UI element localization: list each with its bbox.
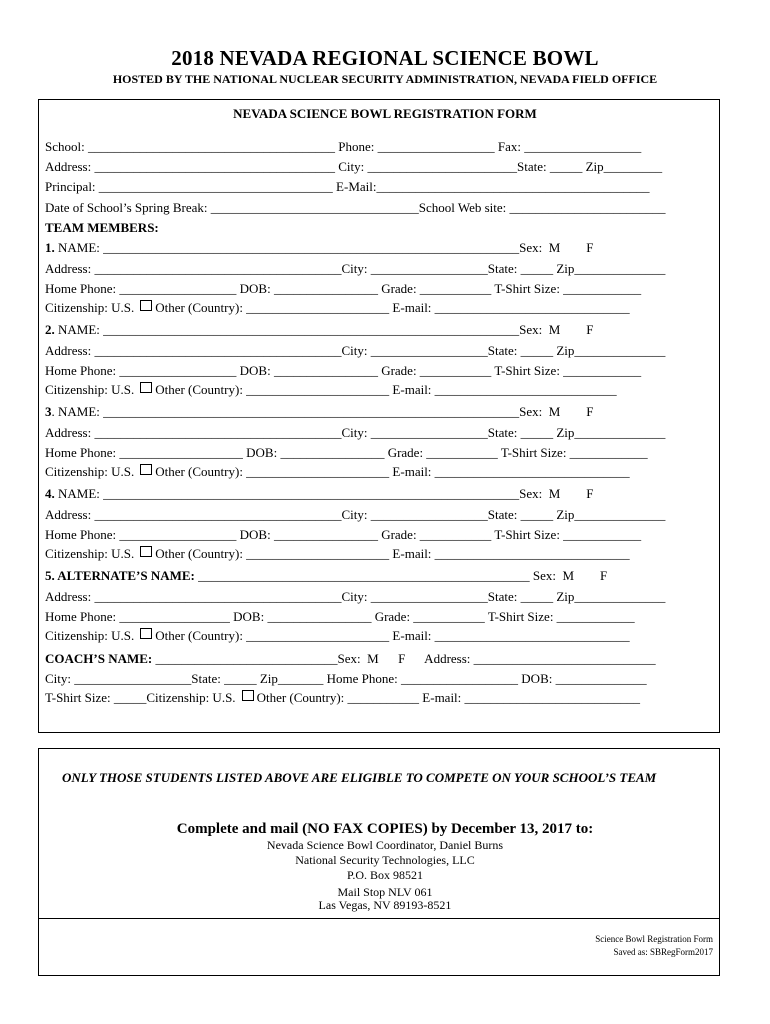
form-heading: NEVADA SCIENCE BOWL REGISTRATION FORM [233, 106, 537, 121]
footer-saved-as: Saved as: SBRegForm2017 [613, 947, 713, 957]
member-3-citizenship-line [45, 464, 630, 480]
member-number: 3 [45, 404, 52, 419]
us-citizen-checkbox[interactable] [140, 628, 152, 639]
member-3-address-line[interactable]: Address: ______________________________________City: __________________State: _____ Zip______________ [45, 425, 666, 440]
member-1-name-line[interactable] [45, 240, 594, 256]
divider [38, 918, 720, 919]
member-number: 4. [45, 486, 55, 501]
member-2-phone-line[interactable]: Home Phone: __________________ DOB: ________________ Grade: ___________ T-Shirt Size: ____________ [45, 363, 642, 378]
other-country-field[interactable]: Other (Country): ___________ E-mail: ___________________________ [256, 690, 641, 705]
coach-name-line[interactable] [45, 651, 656, 667]
alternate-name-line[interactable] [45, 568, 607, 584]
address-line-4: Mail Stop NLV 061 [337, 885, 433, 899]
coach-citizenship-line [45, 690, 640, 706]
alternate-name-field[interactable]: ___________________________________________________ Sex: M F [194, 568, 608, 583]
other-country-field[interactable]: Other (Country): ______________________ E-mail: ______________________________ [155, 546, 630, 561]
citizenship-label: Citizenship: U.S. [45, 300, 135, 315]
address-line-1: Nevada Science Bowl Coordinator, Daniel Burns [266, 838, 504, 852]
member-4-citizenship-line [45, 546, 630, 562]
address-line-3: P.O. Box 98521 [346, 868, 423, 882]
member-2-citizenship-line [45, 382, 617, 398]
us-citizen-checkbox[interactable] [140, 382, 152, 393]
member-name-field[interactable]: NAME: ________________________________________________________________Sex: M F [54, 240, 594, 255]
member-3-phone-line[interactable]: Home Phone: ___________________ DOB: ________________ Grade: ___________ T-Shirt Size: ____________ [45, 445, 648, 460]
principal-line[interactable]: Principal: ____________________________________ E-Mail:__________________________________________ [45, 179, 650, 194]
other-country-field[interactable]: Other (Country): ______________________ E-mail: ______________________________ [155, 628, 630, 643]
citizenship-label: Citizenship: U.S. [45, 382, 135, 397]
spring-break-line[interactable]: Date of School’s Spring Break: ________________________________School Web site: ________________________ [45, 200, 666, 215]
member-1-phone-line[interactable]: Home Phone: __________________ DOB: ________________ Grade: ___________ T-Shirt Size: ____________ [45, 281, 642, 296]
us-citizen-checkbox[interactable] [140, 300, 152, 311]
member-4-address-line[interactable]: Address: ______________________________________City: __________________State: _____ Zip______________ [45, 507, 666, 522]
member-name-field[interactable]: . NAME: ________________________________________________________________Sex: M F [51, 404, 594, 419]
address-line-2: National Security Technologies, LLC [295, 853, 475, 867]
alternate-label: 5. ALTERNATE’S NAME: [45, 568, 195, 583]
member-4-name-line[interactable] [45, 486, 594, 502]
member-3-name-line[interactable] [45, 404, 594, 420]
coach-city-line[interactable]: City: __________________State: _____ Zip_______ Home Phone: __________________ DOB: ______________ [45, 671, 647, 686]
page-subtitle: HOSTED BY THE NATIONAL NUCLEAR SECURITY ADMINISTRATION, NEVADA FIELD OFFICE [112, 72, 658, 86]
us-citizen-checkbox[interactable] [140, 464, 152, 475]
member-4-phone-line[interactable]: Home Phone: __________________ DOB: ________________ Grade: ___________ T-Shirt Size: ____________ [45, 527, 642, 542]
eligibility-notice: ONLY THOSE STUDENTS LISTED ABOVE ARE ELIGIBLE TO COMPETE ON YOUR SCHOOL’S TEAM [62, 770, 657, 785]
mail-heading: Complete and mail (NO FAX COPIES) by December 13, 2017 to: [176, 821, 594, 837]
alternate-address-line[interactable]: Address: ______________________________________City: __________________State: _____ Zip______________ [45, 589, 666, 604]
coach-label: COACH’S NAME: [45, 651, 153, 666]
coach-tshirt-citizenship-label[interactable]: T-Shirt Size: _____Citizenship: U.S. [45, 690, 236, 705]
coach-name-field[interactable]: ____________________________Sex: M F Address: ____________________________ [152, 651, 656, 666]
member-number: 1. [45, 240, 55, 255]
alternate-phone-line[interactable]: Home Phone: _________________ DOB: ________________ Grade: ___________ T-Shirt Size: ____________ [45, 609, 635, 624]
member-number: 2. [45, 322, 55, 337]
citizenship-label: Citizenship: U.S. [45, 546, 135, 561]
alternate-citizenship-line [45, 628, 630, 644]
address-line[interactable]: Address: _____________________________________ City: _______________________State: _____ Zip_________ [45, 159, 663, 174]
member-2-address-line[interactable]: Address: ______________________________________City: __________________State: _____ Zip______________ [45, 343, 666, 358]
us-citizen-checkbox[interactable] [140, 546, 152, 557]
citizenship-label: Citizenship: U.S. [45, 628, 135, 643]
member-2-name-line[interactable] [45, 322, 594, 338]
member-1-address-line[interactable]: Address: ______________________________________City: __________________State: _____ Zip______________ [45, 261, 666, 276]
other-country-field[interactable]: Other (Country): ______________________ E-mail: ____________________________ [155, 382, 617, 397]
school-line[interactable]: School: ______________________________________ Phone: __________________ Fax: __________________ [45, 139, 642, 154]
member-name-field[interactable]: NAME: ________________________________________________________________Sex: M F [54, 322, 594, 337]
other-country-field[interactable]: Other (Country): ______________________ E-mail: ______________________________ [155, 464, 630, 479]
address-line-5: Las Vegas, NV 89193-8521 [318, 898, 452, 912]
member-name-field[interactable]: NAME: ________________________________________________________________Sex: M F [54, 486, 594, 501]
citizenship-label: Citizenship: U.S. [45, 464, 135, 479]
us-citizen-checkbox[interactable] [242, 690, 254, 701]
other-country-field[interactable]: Other (Country): ______________________ E-mail: ______________________________ [155, 300, 630, 315]
footer-form-name: Science Bowl Registration Form [595, 934, 713, 944]
team-members-label: TEAM MEMBERS: [45, 220, 159, 235]
page-title: 2018 NEVADA REGIONAL SCIENCE BOWL [171, 46, 599, 70]
member-1-citizenship-line [45, 300, 630, 316]
